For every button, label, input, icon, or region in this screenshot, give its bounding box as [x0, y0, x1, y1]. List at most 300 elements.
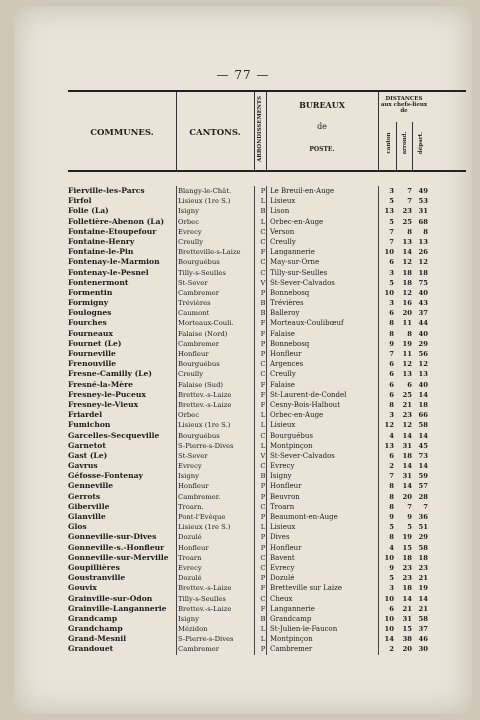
table-row	[68, 553, 466, 563]
arrondissement-cell: C	[260, 553, 266, 562]
distance-arrond-cell: 14	[402, 431, 412, 440]
distance-depart-cell: 31	[418, 207, 428, 216]
arrondissement-cell: P	[260, 482, 266, 491]
canton-cell: Bourguébus	[178, 431, 220, 440]
bureau-cell: St-Sever-Calvados	[270, 451, 335, 460]
arrondissement-cell: P	[260, 543, 266, 552]
canton-cell: Tilly-s-Seulles	[178, 594, 226, 603]
commune-cell: Fontaine-Etoupefour	[68, 226, 157, 236]
distance-arrond-cell: 9	[407, 513, 412, 521]
distance-depart-cell: 53	[418, 197, 428, 206]
bureau-cell: Evrecy	[270, 462, 295, 471]
canton-cell: Honfleur	[178, 350, 209, 358]
distance-arrond-cell: 25	[402, 217, 412, 226]
canton-cell: Evrecy	[178, 227, 202, 236]
commune-cell: Grainville-Langannerie	[68, 603, 167, 613]
distance-depart-cell: 58	[418, 614, 428, 623]
arrondissement-cell: C	[260, 258, 266, 267]
arrondissement-cell: P	[260, 574, 266, 583]
table-row	[68, 339, 466, 349]
arrondissement-cell: C	[260, 563, 266, 572]
bureau-cell: Isigny	[270, 472, 292, 481]
distance-canton-cell: 8	[389, 400, 394, 409]
header-arrondissements: ARRONDISSEMENTS	[257, 96, 263, 162]
arrondissement-cell: B	[260, 472, 266, 481]
distance-canton-cell: 10	[384, 614, 394, 623]
bureau-cell: Orbec-en-Auge	[270, 411, 324, 420]
table-row	[68, 543, 466, 553]
commune-cell: Glanville	[68, 512, 106, 521]
canton-cell: Honfleur	[178, 482, 209, 491]
arrondissement-cell: F	[260, 584, 266, 593]
distance-arrond-cell: 23	[402, 207, 412, 216]
bureau-cell: Dives	[270, 533, 290, 542]
canton-cell: Honfleur	[178, 543, 209, 552]
bureau-cell: Creully	[270, 237, 296, 246]
table-row	[68, 522, 466, 532]
distance-canton-cell: 7	[389, 227, 394, 236]
communes-table	[68, 90, 466, 655]
distance-arrond-cell: 23	[402, 411, 412, 420]
bureau-cell: Morteaux-Coulibœuf	[270, 319, 344, 328]
bureau-cell: Creully	[270, 370, 296, 379]
distance-arrond-cell: 14	[402, 462, 412, 471]
distance-arrond-cell: 18	[402, 278, 412, 287]
commune-cell: Genneville	[68, 481, 114, 491]
distance-arrond-cell: 14	[402, 248, 412, 257]
distance-arrond-cell: 21	[402, 400, 412, 409]
canton-cell: Troarn	[178, 553, 202, 562]
arrondissement-cell: C	[260, 431, 266, 440]
distance-arrond-cell: 20	[402, 645, 412, 654]
bureau-cell: Montpinçon	[270, 441, 313, 450]
distance-canton-cell: 6	[389, 258, 394, 267]
bureau-cell: Honfleur	[270, 350, 302, 358]
canton-cell: Evrecy	[178, 462, 202, 471]
table-row	[68, 186, 466, 196]
arrondissement-cell: C	[260, 462, 266, 471]
distance-canton-cell: 4	[389, 431, 394, 440]
canton-cell: Lisieux (1re S.)	[178, 523, 231, 532]
canton-cell: Creully	[178, 370, 204, 379]
header-communes: COMMUNES.	[90, 128, 154, 138]
canton-cell: Troarn.	[178, 502, 204, 511]
canton-cell: Brettev.-s-Laize	[178, 584, 232, 593]
commune-cell: Grandcamp	[68, 613, 118, 623]
canton-cell: Cambremer	[178, 645, 220, 654]
book-page	[14, 6, 472, 714]
commune-cell: Gouvix	[68, 583, 97, 593]
distance-depart-cell: 21	[418, 574, 428, 583]
table-row	[68, 380, 466, 390]
arrondissement-cell: B	[260, 309, 266, 318]
table-row	[68, 441, 466, 451]
arrondissement-cell: C	[260, 370, 266, 379]
commune-cell: Fontenermont	[68, 277, 129, 287]
distance-depart-cell: 14	[418, 462, 428, 471]
table-row	[68, 471, 466, 481]
bureau-cell: Orbec-en-Auge	[270, 217, 324, 226]
distance-arrond-cell: 31	[402, 441, 412, 450]
header-poste: POSTE.	[309, 146, 335, 153]
distance-canton-cell: 6	[389, 451, 394, 460]
distance-arrond-cell: 7	[407, 502, 412, 511]
bureau-cell: Bavent	[270, 553, 295, 562]
header-cantons: CANTONS.	[189, 128, 241, 138]
distance-canton-cell: 9	[389, 513, 394, 521]
table-row	[68, 420, 466, 430]
bureau-cell: Falaise	[270, 380, 295, 389]
arrondissement-cell: C	[260, 268, 266, 277]
table-row	[68, 492, 466, 502]
commune-cell: Formigny	[68, 298, 109, 308]
table-row	[68, 594, 466, 604]
canton-cell: Falaise (Sud)	[178, 380, 224, 389]
commune-cell: Grandchamp	[68, 624, 123, 634]
arrondissement-cell: V	[260, 278, 266, 287]
commune-cell: Fresne-Camilly (Le)	[68, 369, 152, 379]
canton-cell: Bourguébus	[178, 258, 220, 267]
distance-canton-cell: 8	[389, 533, 394, 542]
canton-cell: Brettev.-s-Laize	[178, 390, 232, 399]
distance-depart-cell: 18	[418, 400, 428, 409]
bureau-cell: Bourguébus	[270, 431, 313, 440]
distance-arrond-cell: 14	[402, 482, 412, 491]
canton-cell: Blangy-le-Chât.	[178, 187, 232, 195]
table-row	[68, 288, 466, 298]
bureau-cell: Grandcamp	[270, 614, 312, 623]
distance-depart-cell: 18	[418, 268, 428, 277]
bureau-cell: Beaumont-en-Auge	[270, 513, 338, 521]
commune-cell: Frenouville	[68, 359, 117, 369]
canton-cell: Morteaux-Couli.	[178, 319, 234, 328]
arrondissement-cell: C	[260, 594, 266, 603]
canton-cell: Cambremer	[178, 339, 220, 348]
commune-cell: Fontenay-le-Pesnel	[68, 267, 149, 277]
table-row	[68, 624, 466, 634]
table-row	[68, 634, 466, 644]
distance-arrond-cell: 18	[402, 553, 412, 562]
distance-depart-cell: 44	[418, 319, 428, 328]
arrondissement-cell: F	[260, 400, 266, 409]
bureau-cell: Cambremer	[270, 645, 313, 654]
commune-cell: Folie (La)	[68, 206, 109, 216]
commune-cell: Fournet (Le)	[68, 338, 122, 348]
distance-arrond-cell: 18	[402, 451, 412, 460]
commune-cell: Garnetot	[68, 440, 106, 450]
distance-depart-cell: 37	[418, 309, 428, 318]
distance-canton-cell: 7	[389, 237, 394, 246]
distance-depart-cell: 40	[418, 329, 428, 338]
distance-canton-cell: 10	[384, 553, 394, 562]
arrondissement-cell: L	[260, 523, 266, 532]
commune-cell: Fierville-les-Parcs	[68, 186, 145, 195]
canton-cell: Lisieux (1re S.)	[178, 421, 231, 430]
commune-cell: Grandouet	[68, 644, 114, 654]
arrondissement-cell: P	[260, 645, 266, 654]
canton-cell: Trévières	[178, 299, 211, 308]
distance-arrond-cell: 16	[402, 299, 412, 308]
table-row	[68, 217, 466, 227]
distance-depart-cell: 12	[418, 360, 428, 369]
distance-canton-cell: 6	[389, 604, 394, 613]
canton-cell: Orbec	[178, 217, 200, 226]
commune-cell: Gonneville-s.-Honfleur	[68, 542, 165, 552]
distance-canton-cell: 8	[389, 502, 394, 511]
arrondissement-cell: F	[260, 319, 266, 328]
table-row	[68, 604, 466, 614]
distance-depart-cell: 30	[418, 645, 428, 654]
distance-depart-cell: 19	[418, 584, 428, 593]
commune-cell: Gerrots	[68, 491, 101, 501]
commune-cell: Fresney-le-Puceux	[68, 389, 146, 399]
distance-depart-cell: 29	[418, 339, 428, 348]
distance-arrond-cell: 15	[402, 625, 412, 634]
arrondissement-cell: B	[260, 299, 266, 308]
distance-canton-cell: 10	[384, 288, 394, 297]
distance-arrond-cell: 18	[402, 268, 412, 277]
bureau-cell: Lison	[270, 207, 290, 216]
distance-depart-cell: 57	[418, 482, 428, 491]
arrondissement-cell: B	[260, 614, 266, 623]
distance-arrond-cell: 31	[402, 614, 412, 623]
distance-canton-cell: 3	[389, 268, 394, 277]
canton-cell: Dozulé	[178, 574, 202, 583]
distance-depart-cell: 75	[418, 278, 428, 287]
bureau-cell: St-Julien-le-Faucon	[270, 625, 338, 634]
distance-depart-cell: 14	[418, 390, 428, 399]
table-row	[68, 298, 466, 308]
bureau-cell: Beuvron	[270, 492, 300, 501]
arrondissement-cell: L	[260, 197, 266, 206]
canton-cell: St-Sever	[178, 451, 208, 460]
distance-depart-cell: 8	[423, 227, 428, 236]
distance-arrond-cell: 13	[402, 237, 412, 246]
distance-depart-cell: 49	[418, 187, 428, 195]
distance-canton-cell: 10	[384, 625, 394, 634]
bureau-cell: Lisieux	[270, 523, 296, 532]
header-divider	[378, 92, 379, 170]
canton-cell: Isigny	[178, 614, 199, 623]
arrondissement-cell: P	[260, 492, 266, 501]
distance-arrond-cell: 21	[402, 604, 412, 613]
commune-cell: Formentin	[68, 287, 113, 297]
distance-canton-cell: 3	[389, 299, 394, 308]
distance-depart-cell: 45	[418, 441, 428, 450]
bureau-cell: St-Laurent-de-Condel	[270, 390, 347, 399]
distance-arrond-cell: 23	[402, 574, 412, 583]
distance-arrond-cell: 5	[407, 523, 412, 532]
commune-cell: Giberville	[68, 501, 110, 511]
arrondissement-cell: F	[260, 248, 266, 257]
arrondissement-cell: P	[260, 533, 266, 542]
arrondissement-cell: L	[260, 625, 266, 634]
canton-cell: Orbec	[178, 411, 200, 420]
header-bureaux-de: de	[317, 122, 327, 131]
arrondissement-cell: C	[260, 360, 266, 369]
distance-depart-cell: 66	[418, 411, 428, 420]
bureau-cell: Langannerie	[270, 248, 315, 257]
table-row	[68, 257, 466, 267]
bureau-cell: Falaise	[270, 329, 295, 338]
bureau-cell: Honfleur	[270, 482, 302, 491]
commune-cell: Fourneville	[68, 349, 116, 358]
bureau-cell: May-sur-Orne	[270, 258, 320, 267]
commune-cell: Gast (Le)	[68, 450, 108, 460]
commune-cell: Fresney-le-Vieux	[68, 399, 139, 409]
distance-arrond-cell: 18	[402, 584, 412, 593]
distance-canton-cell: 8	[389, 329, 394, 338]
table-row	[68, 359, 466, 369]
commune-cell: Foulognes	[68, 308, 112, 318]
distance-canton-cell: 7	[389, 472, 394, 481]
distance-depart-cell: 51	[418, 523, 428, 532]
distance-depart-cell: 21	[418, 604, 428, 613]
distance-canton-cell: 6	[389, 360, 394, 369]
commune-cell: Garcelles-Secqueville	[68, 430, 160, 440]
bureau-cell: Evrecy	[270, 563, 295, 572]
canton-cell: Mézidon	[178, 625, 208, 634]
commune-cell: Friardel	[68, 410, 103, 420]
bureau-cell: Balleroy	[270, 309, 300, 318]
distance-canton-cell: 5	[389, 574, 394, 583]
table-row	[68, 237, 466, 247]
canton-cell: Brettev.-s-Laize	[178, 400, 232, 409]
distance-depart-cell: 40	[418, 288, 428, 297]
distance-arrond-cell: 11	[402, 350, 412, 358]
table-row	[68, 227, 466, 237]
commune-cell: Firfol	[68, 196, 92, 206]
commune-cell: Grand-Mesnil	[68, 634, 127, 644]
bureau-cell: Bonnebosq	[270, 288, 310, 297]
distance-canton-cell: 8	[389, 319, 394, 328]
distance-canton-cell: 8	[389, 482, 394, 491]
distance-arrond-cell: 8	[407, 329, 412, 338]
distance-depart-cell: 14	[418, 431, 428, 440]
distance-depart-cell: 23	[418, 563, 428, 572]
distance-arrond-cell: 20	[402, 309, 412, 318]
canton-cell: St-Sever	[178, 278, 208, 287]
commune-cell: Fontenay-le-Marmion	[68, 257, 160, 267]
distance-depart-cell: 58	[418, 543, 428, 552]
distance-canton-cell: 14	[384, 635, 394, 644]
distance-depart-cell: 26	[418, 248, 428, 257]
distance-arrond-cell: 20	[402, 492, 412, 501]
distance-arrond-cell: 8	[407, 227, 412, 236]
distance-arrond-cell: 7	[407, 187, 412, 195]
arrondissement-cell: P	[260, 288, 266, 297]
distance-depart-cell: 73	[418, 451, 428, 460]
table-row	[68, 644, 466, 654]
canton-cell: Brettev.-s-Laize	[178, 604, 232, 613]
arrondissement-cell: L	[260, 217, 266, 226]
canton-cell: Bretteville-s-Laize	[178, 248, 241, 257]
distance-arrond-cell: 11	[402, 319, 412, 328]
bureau-cell: Honfleur	[270, 543, 302, 552]
canton-cell: Lisieux (1re S.)	[178, 197, 231, 206]
distance-depart-cell: 13	[418, 370, 428, 379]
canton-cell: Falaise (Nord)	[178, 329, 228, 338]
distance-canton-cell: 10	[384, 248, 394, 257]
table-row	[68, 400, 466, 410]
bureau-cell: Langannerie	[270, 604, 315, 613]
table-row	[68, 369, 466, 379]
distance-arrond-cell: 6	[407, 380, 412, 389]
distance-arrond-cell: 12	[402, 258, 412, 267]
arrondissement-cell: C	[260, 237, 266, 246]
distance-arrond-cell: 12	[402, 360, 412, 369]
header-divider	[396, 122, 397, 170]
distance-canton-cell: 2	[389, 645, 394, 654]
table-row	[68, 349, 466, 359]
bureau-cell: Cheux	[270, 594, 293, 603]
commune-cell: Gonneville-sur-Dives	[68, 532, 157, 542]
distance-depart-cell: 43	[418, 299, 428, 308]
distance-canton-cell: 3	[389, 411, 394, 420]
distance-depart-cell: 37	[418, 625, 428, 634]
bureau-cell: Montpinçon	[270, 635, 313, 644]
canton-cell: Pont-l'Evêque	[178, 513, 226, 521]
distance-canton-cell: 7	[389, 350, 394, 358]
distance-arrond-cell: 7	[407, 197, 412, 206]
bureau-cell: Lisieux	[270, 197, 296, 206]
bureau-cell: Bretteville sur Laize	[270, 584, 343, 593]
distance-canton-cell: 5	[389, 523, 394, 532]
table-row	[68, 247, 466, 257]
distance-depart-cell: 29	[418, 533, 428, 542]
distance-depart-cell: 14	[418, 594, 428, 603]
distance-depart-cell: 18	[418, 553, 428, 562]
arrondissement-cell: P	[260, 187, 266, 195]
bureau-cell: Tilly-sur-Seulles	[270, 268, 328, 277]
table-row	[68, 512, 466, 522]
table-row	[68, 410, 466, 420]
table-row	[68, 278, 466, 288]
commune-cell: Fumichon	[68, 420, 111, 430]
page-number: — 77 —	[216, 68, 270, 82]
distance-arrond-cell: 23	[402, 563, 412, 572]
commune-cell: Goustranville	[68, 573, 126, 583]
table-row	[68, 390, 466, 400]
distance-depart-cell: 68	[418, 217, 428, 226]
bureau-cell: Argences	[270, 360, 304, 369]
commune-cell: Gonneville-sur-Merville	[68, 552, 169, 562]
bureau-cell: Dozulé	[270, 574, 295, 583]
distance-depart-cell: 40	[418, 380, 428, 389]
distance-depart-cell: 12	[418, 258, 428, 267]
header-divider	[254, 92, 255, 170]
distance-arrond-cell: 12	[402, 288, 412, 297]
table-row	[68, 532, 466, 542]
bureau-cell: St-Sever-Calvados	[270, 278, 335, 287]
distance-arrond-cell: 12	[402, 421, 412, 430]
bureau-cell: Le Breuil-en-Auge	[270, 187, 335, 195]
distance-canton-cell: 5	[389, 217, 394, 226]
arrondissement-cell: L	[260, 635, 266, 644]
arrondissement-cell: F	[260, 380, 266, 389]
commune-cell: Fontaine-le-Pin	[68, 247, 134, 257]
commune-cell: Grainville-sur-Odon	[68, 593, 153, 603]
commune-cell: Fresné-la-Mère	[68, 379, 133, 389]
distance-canton-cell: 6	[389, 370, 394, 379]
commune-cell: Gavrus	[68, 461, 98, 471]
distance-arrond-cell: 14	[402, 594, 412, 603]
arrondissement-cell: P	[260, 513, 266, 521]
canton-cell: Bourguébus	[178, 360, 220, 369]
distance-canton-cell: 2	[389, 462, 394, 471]
table-row	[68, 451, 466, 461]
distance-arrond-cell: 19	[402, 339, 412, 348]
